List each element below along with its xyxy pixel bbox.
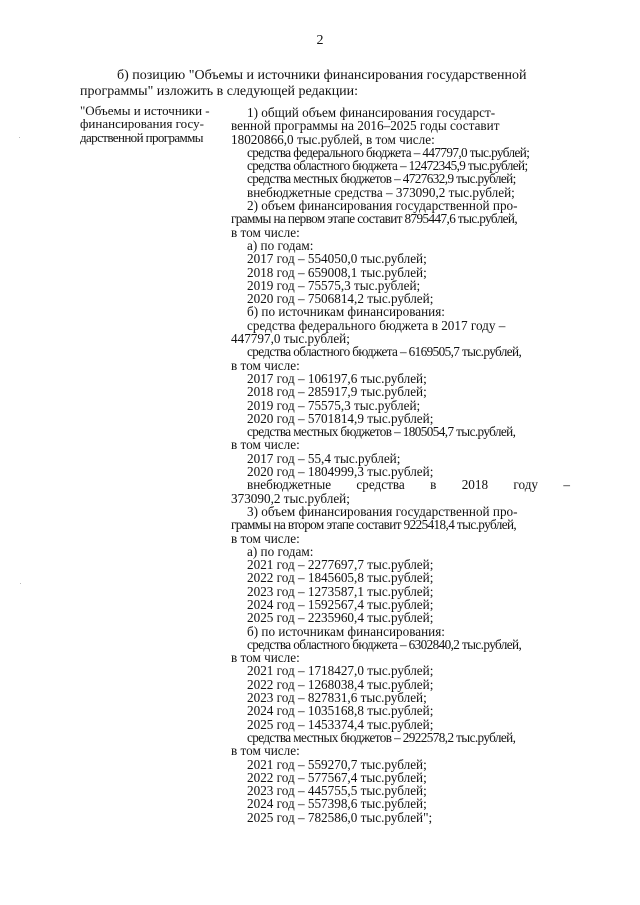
p3-by-sources: б) по источникам финансирования: [247, 623, 445, 639]
p3-regional-line-1: средства областного бюджета – 6302840,2 тыс.рублей, [247, 636, 522, 652]
p2-extrabudget-word-4: 2018 [461, 477, 489, 493]
p2-local-line-2: в том числе: [231, 437, 300, 453]
p2-line-2: граммы на первом этапе составит 8795447,6 тыс.рублей, [231, 211, 518, 227]
p1-local: средства местных бюджетов – 4727632,9 тыс.рублей; [247, 171, 516, 187]
p2-regional-line-1: средства областного бюджета – 6169505,7 тыс.рублей, [247, 344, 522, 360]
p2-extrabudget-word-1: внебюджетные [247, 477, 332, 493]
intro-line-2: программы" изложить в следующей редакции: [80, 83, 359, 99]
p3-line-3: в том числе: [231, 530, 300, 546]
p2-year-2019: 2019 год – 75575,3 тыс.рублей; [247, 277, 421, 293]
p2-line-3: в том числе: [231, 224, 300, 240]
p2-local-2020: 2020 год – 1804999,3 тыс.рублей; [247, 464, 434, 480]
p2-regional-2019: 2019 год – 75575,3 тыс.рублей; [247, 397, 421, 413]
page-number: 2 [316, 33, 324, 48]
p2-regional-2018: 2018 год – 285917,9 тыс.рублей; [247, 384, 427, 400]
p2-extrabudget-word-5: году [513, 477, 539, 493]
p2-regional-2017: 2017 год – 106197,6 тыс.рублей; [247, 370, 427, 386]
p2-line-1: 2) объем финансирования государственной про- [247, 198, 518, 214]
label-line-2: финансирования госу- [80, 116, 204, 132]
p3-year-2022: 2022 год – 1845605,8 тыс.рублей; [247, 570, 434, 586]
label-line-3: дарственной программы [80, 129, 203, 145]
p3-local-2022: 2022 год – 577567,4 тыс.рублей; [247, 769, 427, 785]
p2-extrabudget-word-6: – [563, 477, 570, 493]
p1-line-3: 18020866,0 тыс.рублей, в том числе: [231, 131, 435, 147]
p3-year-2023: 2023 год – 1273587,1 тыс.рублей; [247, 583, 434, 599]
p1-federal: средства федерального бюджета – 447797,0 тыс.рублей; [247, 144, 530, 160]
p2-extrabudget-word-3: в [430, 477, 437, 493]
p2-federal-line-1: средства федерального бюджета в 2017 году – [247, 317, 506, 333]
p3-regional-2025: 2025 год – 1453374,4 тыс.рублей; [247, 716, 434, 732]
p2-local-line-1: средства местных бюджетов – 1805054,7 тыс.рублей, [247, 424, 516, 440]
p2-year-2017: 2017 год – 554050,0 тыс.рублей; [247, 251, 427, 267]
p3-regional-2024: 2024 год – 1035168,8 тыс.рублей; [247, 703, 434, 719]
p2-extrabudget-word-2: средства [356, 477, 405, 493]
label-line-1: "Объемы и источники - [80, 103, 210, 118]
p3-line-2: граммы на втором этапе составит 9225418,4 тыс.рублей, [231, 517, 517, 533]
p3-by-years: а) по годам: [247, 543, 314, 559]
p2-year-2020: 2020 год – 7506814,2 тыс.рублей; [247, 291, 434, 307]
p1-extrabudget: внебюджетные средства – 373090,2 тыс.рублей; [247, 184, 515, 200]
p1-regional: средства областного бюджета – 12472345,9 тыс.рублей; [247, 158, 528, 174]
p2-by-sources: б) по источникам финансирования: [247, 304, 445, 320]
p2-extrabudget-line-2: 373090,2 тыс.рублей; [231, 490, 350, 506]
p3-local-2024: 2024 год – 557398,6 тыс.рублей; [247, 796, 427, 812]
p3-regional-2021: 2021 год – 1718427,0 тыс.рублей; [247, 663, 434, 679]
scan-speck [20, 583, 21, 584]
p2-regional-2020: 2020 год – 5701814,9 тыс.рублей; [247, 410, 434, 426]
p3-local-line-1: средства местных бюджетов – 2922578,2 тыс.рублей, [247, 729, 516, 745]
position-label [80, 104, 220, 144]
position-content [231, 106, 570, 824]
p3-regional-2023: 2023 год – 827831,6 тыс.рублей; [247, 690, 427, 706]
scan-speck [19, 137, 20, 138]
p3-local-2021: 2021 год – 559270,7 тыс.рублей; [247, 756, 427, 772]
p3-year-2024: 2024 год – 1592567,4 тыс.рублей; [247, 596, 434, 612]
p3-year-2025: 2025 год – 2235960,4 тыс.рублей; [247, 610, 434, 626]
p1-line-1: 1) общий объем финансирования государст- [247, 105, 496, 120]
p2-regional-line-2: в том числе: [231, 357, 300, 373]
intro-line-1: б) позицию "Объемы и источники финансирования государственной [117, 68, 527, 83]
p2-federal-line-2: 447797,0 тыс.рублей; [231, 331, 350, 347]
p2-local-2017: 2017 год – 55,4 тыс.рублей; [247, 450, 401, 466]
p3-regional-line-2: в том числе: [231, 650, 300, 666]
p2-by-years: а) по годам: [247, 237, 314, 253]
p3-local-line-2: в том числе: [231, 743, 300, 759]
p3-regional-2022: 2022 год – 1268038,4 тыс.рублей; [247, 676, 434, 692]
p3-line-1: 3) объем финансирования государственной про- [247, 503, 518, 519]
p3-year-2021: 2021 год – 2277697,7 тыс.рублей; [247, 557, 434, 573]
p3-local-2023: 2023 год – 445755,5 тыс.рублей; [247, 783, 427, 799]
p2-extrabudget-line-1 [231, 478, 570, 491]
p2-year-2018: 2018 год – 659008,1 тыс.рублей; [247, 264, 427, 280]
p3-local-2025: 2025 год – 782586,0 тыс.рублей"; [247, 809, 433, 825]
p1-line-2: венной программы на 2016–2025 годы составит [231, 118, 500, 134]
intro-paragraph [80, 68, 570, 99]
